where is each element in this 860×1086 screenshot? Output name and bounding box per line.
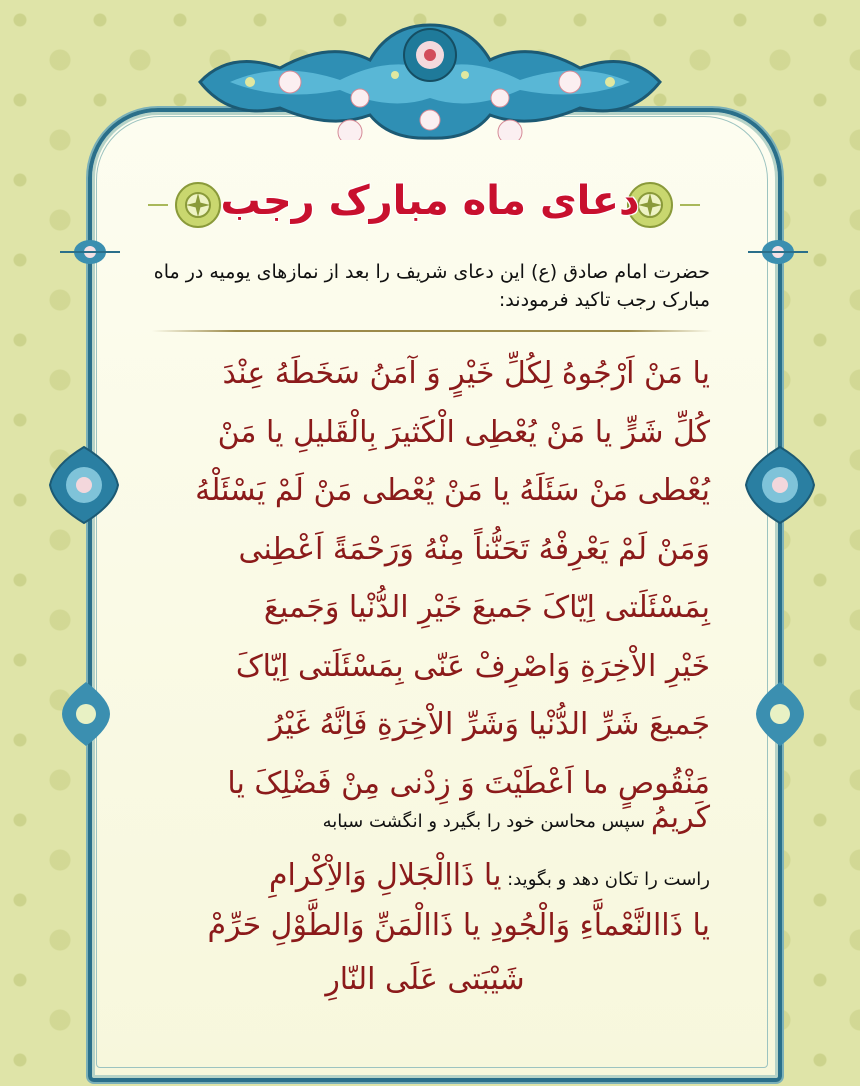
prayer-text — [140, 345, 710, 813]
prayer-line: یا مَنْ اَرْجُوهُ لِکُلِّ خَیْرٍ وَ آمَنُ سَخَطَهُ عِنْدَ — [222, 356, 710, 391]
prayer-line: جَمیعَ شَرِّ الدُّنْیا وَشَرِّ الاْخِرَةِ فَاِنَّهُ غَیْرُ — [268, 707, 710, 742]
instruction-line-2 — [140, 858, 710, 893]
prayer-line: خَیْرِ الاْخِرَةِ وَاصْرِفْ عَنّی بِمَسْئَلَتی اِیّاکَ — [235, 648, 710, 684]
side-ornament-left-lower — [58, 680, 114, 748]
instruction-text-1: سپس محاسن خود را بگیرد و انگشت سبابه — [322, 811, 646, 832]
side-ornament-right-middle — [740, 445, 820, 525]
prayer-line-12: شَیْبَتی عَلَی النّارِ — [325, 962, 525, 997]
divider — [152, 330, 712, 332]
prayer-line: وَمَنْ لَمْ یَعْرِفْهُ تَحَنُّناً مِنْهُ وَرَحْمَةً اَعْطِنی — [238, 531, 710, 567]
prayer-line: بِمَسْئَلَتی اِیّاکَ جَمیعَ خَیْرِ الدُّنْیا وَجَمیعَ — [263, 590, 710, 625]
prayer-line: مَنْقُوصٍ ما اَعْطَیْتَ وَ زِدْنی مِنْ فَضْلِکَ یا — [227, 765, 710, 801]
side-ornament-left-middle — [44, 445, 124, 525]
top-floral-ornament — [190, 20, 670, 140]
prayer-line: یُعْطی مَنْ سَئَلَهُ یا مَنْ یُعْطی مَنْ لَمْ یَسْئَلْهُ — [195, 473, 710, 508]
prayer-line-11: یا ذَاالنَّعْماَّءِ وَالْجُودِ یا ذَاالْمَنِّ وَالطَّوْلِ حَرِّمْ — [207, 908, 710, 943]
instruction-line-1 — [140, 800, 710, 835]
prayer-phrase-jalal: یا ذَاالْجَلالِ وَالاِْکْرامِ — [268, 858, 502, 893]
instruction-text-2: راست را تکان دهد و بگوید: — [507, 869, 710, 890]
side-ornament-left-top — [60, 230, 120, 274]
page-title: دعای ماه مبارک رجب — [220, 178, 640, 224]
side-ornament-right-top — [748, 230, 808, 274]
intro-text: حضرت امام صادق (ع) این دعای شریف را بعد از نمازهای یومیه در ماه مبارک رجب تاکید فرمودند: — [153, 261, 710, 311]
side-ornament-right-lower — [752, 680, 808, 748]
prayer-line: کُلِّ شَرٍّ یا مَنْ یُعْطِی الْکَثیرَ بِالْقَلیلِ یا مَنْ — [217, 414, 710, 450]
prayer-word-karim: کَریمُ — [650, 800, 710, 835]
